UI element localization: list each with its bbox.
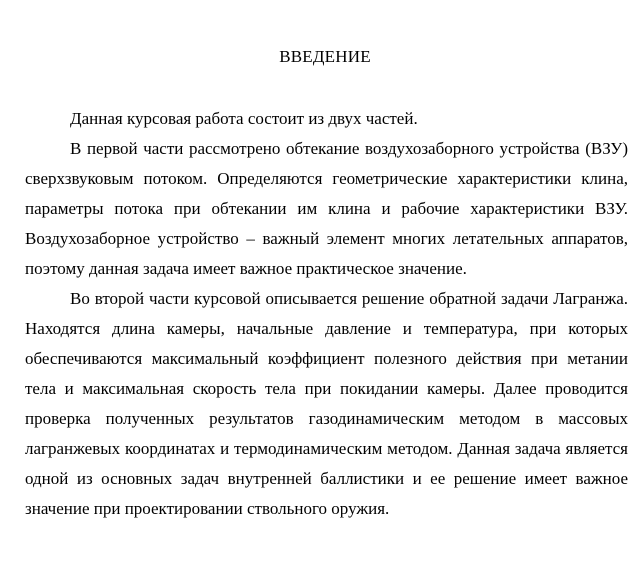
paragraph-part-one: В первой части рассмотрено обтекание воздухозаборного устройства (ВЗУ) сверхзвуковым потоком. Определяются геометрические характеристики клина, параметры потока при обтекании им клина и рабочие характеристики ВЗУ. Воздухозаборное устройство – важный элемент многих летательных аппаратов, поэтому данная задача имеет важное практическое значение.: [25, 139, 628, 278]
document-body: [25, 104, 628, 524]
paragraph-intro: Данная курсовая работа состоит из двух частей.: [70, 109, 418, 128]
section-title: ВВЕДЕНИЕ: [279, 47, 371, 66]
paragraph-part-two: Во второй части курсовой описывается решение обратной задачи Лагранжа. Находятся длина камеры, начальные давление и температура, при которых обеспечиваются максимальный коэффициент полезного действия при метании тела и максимальная скорость тела при покидании камеры. Далее проводится проверка полученных результатов газодинамическим методом в массовых лагранжевых координатах и термодинамическим методом. Данная задача является одной из основных задач внутренней баллистики и ее решение имеет важное значение при проектировании ствольного оружия.: [25, 289, 628, 518]
